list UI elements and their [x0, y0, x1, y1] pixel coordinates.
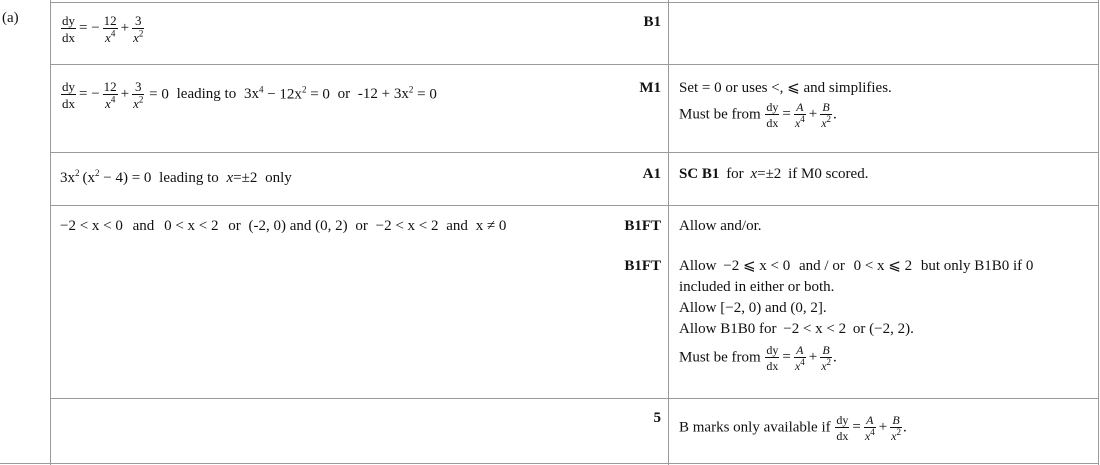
fraction-12-x4: $\frac{12}{x^4}$ — [103, 13, 117, 45]
row0-answer: $\frac{dy}{dx}$ = − $\frac{12}{x^4}$ + $\frac{3}{x^2}$ — [62, 13, 144, 45]
grid-hline-6 — [0, 463, 1098, 464]
fraction-3-x2: $\frac{3}{x^2}$ — [133, 13, 144, 45]
row1-guidance: Set = 0 or uses <, ⩽ and simplifies. Must be from $\frac{dy}{dx}$ = $\frac{A}{x^4}$ + $\frac{B}{x^2}$ . — [679, 80, 892, 130]
derivative-fraction: $\frac{dy}{dx}$ — [62, 13, 75, 45]
row0-mark: B1 — [643, 14, 661, 30]
row1-answer: $\frac{dy}{dx}$ = − $\frac{12}{x^4}$ + $\frac{3}{x^2}$ = 0 leading to $3x^4 - 12x^2 = 0$ or $-12 + 3x^2 = 0$ — [62, 79, 437, 111]
grid-hline-0 — [50, 2, 1098, 3]
row1-mark: M1 — [639, 80, 661, 96]
grid-hline-2 — [50, 152, 1098, 153]
row3-answer: −2 < x < 0 and 0 < x < 2 or (-2, 0) and (0, 2) or −2 < x < 2 and x ≠ 0 — [60, 218, 507, 234]
grid-vline-3 — [1098, 0, 1099, 465]
part-label: (a) — [2, 10, 19, 26]
grid-vline-2 — [668, 0, 669, 465]
row2-mark: A1 — [642, 166, 661, 182]
row4-mark: B1FT — [624, 258, 661, 274]
row4-guidance: Allow −2 ⩽ x < 0 and / or 0 < x ⩽ 2 but only B1B0 if 0 included in either or both. Allow [−2, 0) and (0, 2]. Allow B1B0 for −2 < x < 2 or (−2, 2). Must be from $\frac{dy}{dx}$ = $\frac{A}{x^4}$ + $\frac{B}{x^2}$ . — [679, 258, 1034, 373]
row2-answer: $3x^2$ $(x^2 - 4) = 0$ leading to x=±2 only — [60, 168, 292, 186]
row3-guidance: Allow and/or. — [679, 218, 762, 234]
row5-mark: 5 — [653, 410, 661, 426]
grid-hline-1 — [50, 64, 1098, 65]
grid-hline-3 — [50, 205, 1098, 206]
row2-guidance: SC B1 for x=±2 if M0 scored. — [679, 166, 869, 182]
grid-hline-5 — [50, 398, 1098, 399]
row3-mark: B1FT — [624, 218, 661, 234]
grid-vline-1 — [50, 0, 51, 465]
row5-guidance: B marks only available if $\frac{dy}{dx}$ = $\frac{A}{x^4}$ + $\frac{B}{x^2}$ . — [679, 413, 907, 443]
